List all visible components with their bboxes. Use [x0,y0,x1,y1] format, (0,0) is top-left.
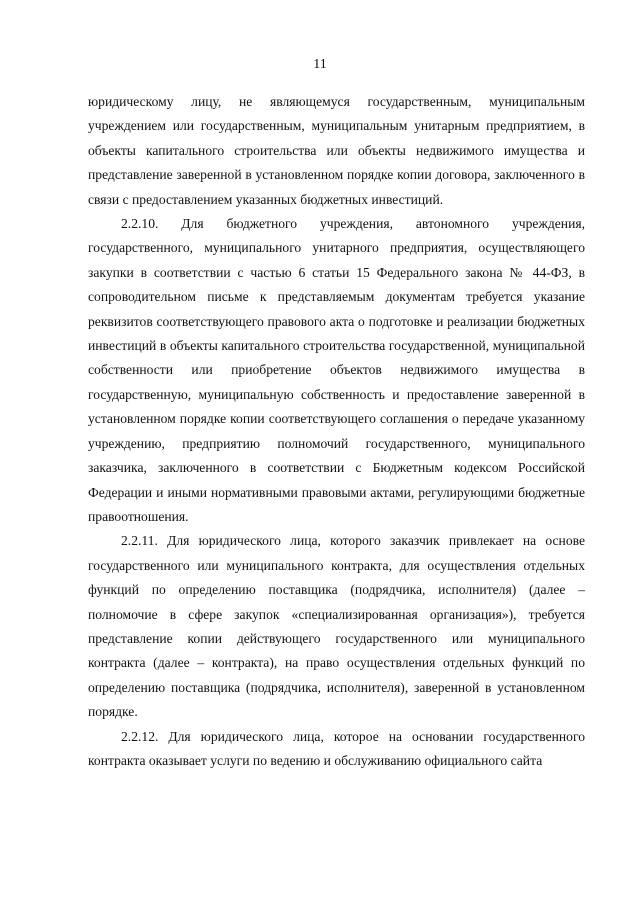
page-number: 11 [313,57,327,72]
paragraph-2-2-10: 2.2.10. Для бюджетного учреждения, автономного учреждения, государственного, муниципального унитарного предприятия, осуществляющего закупки в соответствии с частью 6 статьи 15 Федерального закона № 44-ФЗ, в сопроводительном письме к представляемым документам требуется указание реквизитов соответствующего правового акта о подготовке и реализации бюджетных инвестиций в объекты капитального строительства государственной, муниципальной собственности или приобретение объектов недвижимого имущества в государственную, муниципальную собственность и предоставление заверенной в установленном порядке копии соответствующего соглашения о передаче указанному учреждению, предприятию полномочий государственного, муниципального заказчика, заключенного в соответствии с Бюджетным кодексом Российской Федерации и иными нормативными правовыми актами, регулирующими бюджетные правоотношения. [88,216,585,524]
paragraph-2-2-11: 2.2.11. Для юридического лица, которого заказчик привлекает на основе государственного или муниципального контракта, для осуществления отдельных функций по определению поставщика (подрядчика, исполнителя) (далее – полномочие в сфере закупок «специализированная организация»), требуется представление копии действующего государственного или муниципального контракта (далее – контракта), на право осуществления отдельных функций по определению поставщика (подрядчика, исполнителя), заверенной в установленном порядке. [88,533,585,720]
document-body [88,90,585,773]
paragraph-2-2-12: 2.2.12. Для юридического лица, которое на основании государственного контракта оказывает услуги по ведению и обслуживанию официального сайта [88,728,585,768]
paragraph-continuation: юридическому лицу, не являющемуся государственным, муниципальным учреждением или государственным, муниципальным унитарным предприятием, в объекты капитального строительства или объекты недвижимого имущества и представление заверенной в установленном порядке копии договора, заключенного в связи с предоставлением указанных бюджетных инвестиций. [88,94,585,207]
